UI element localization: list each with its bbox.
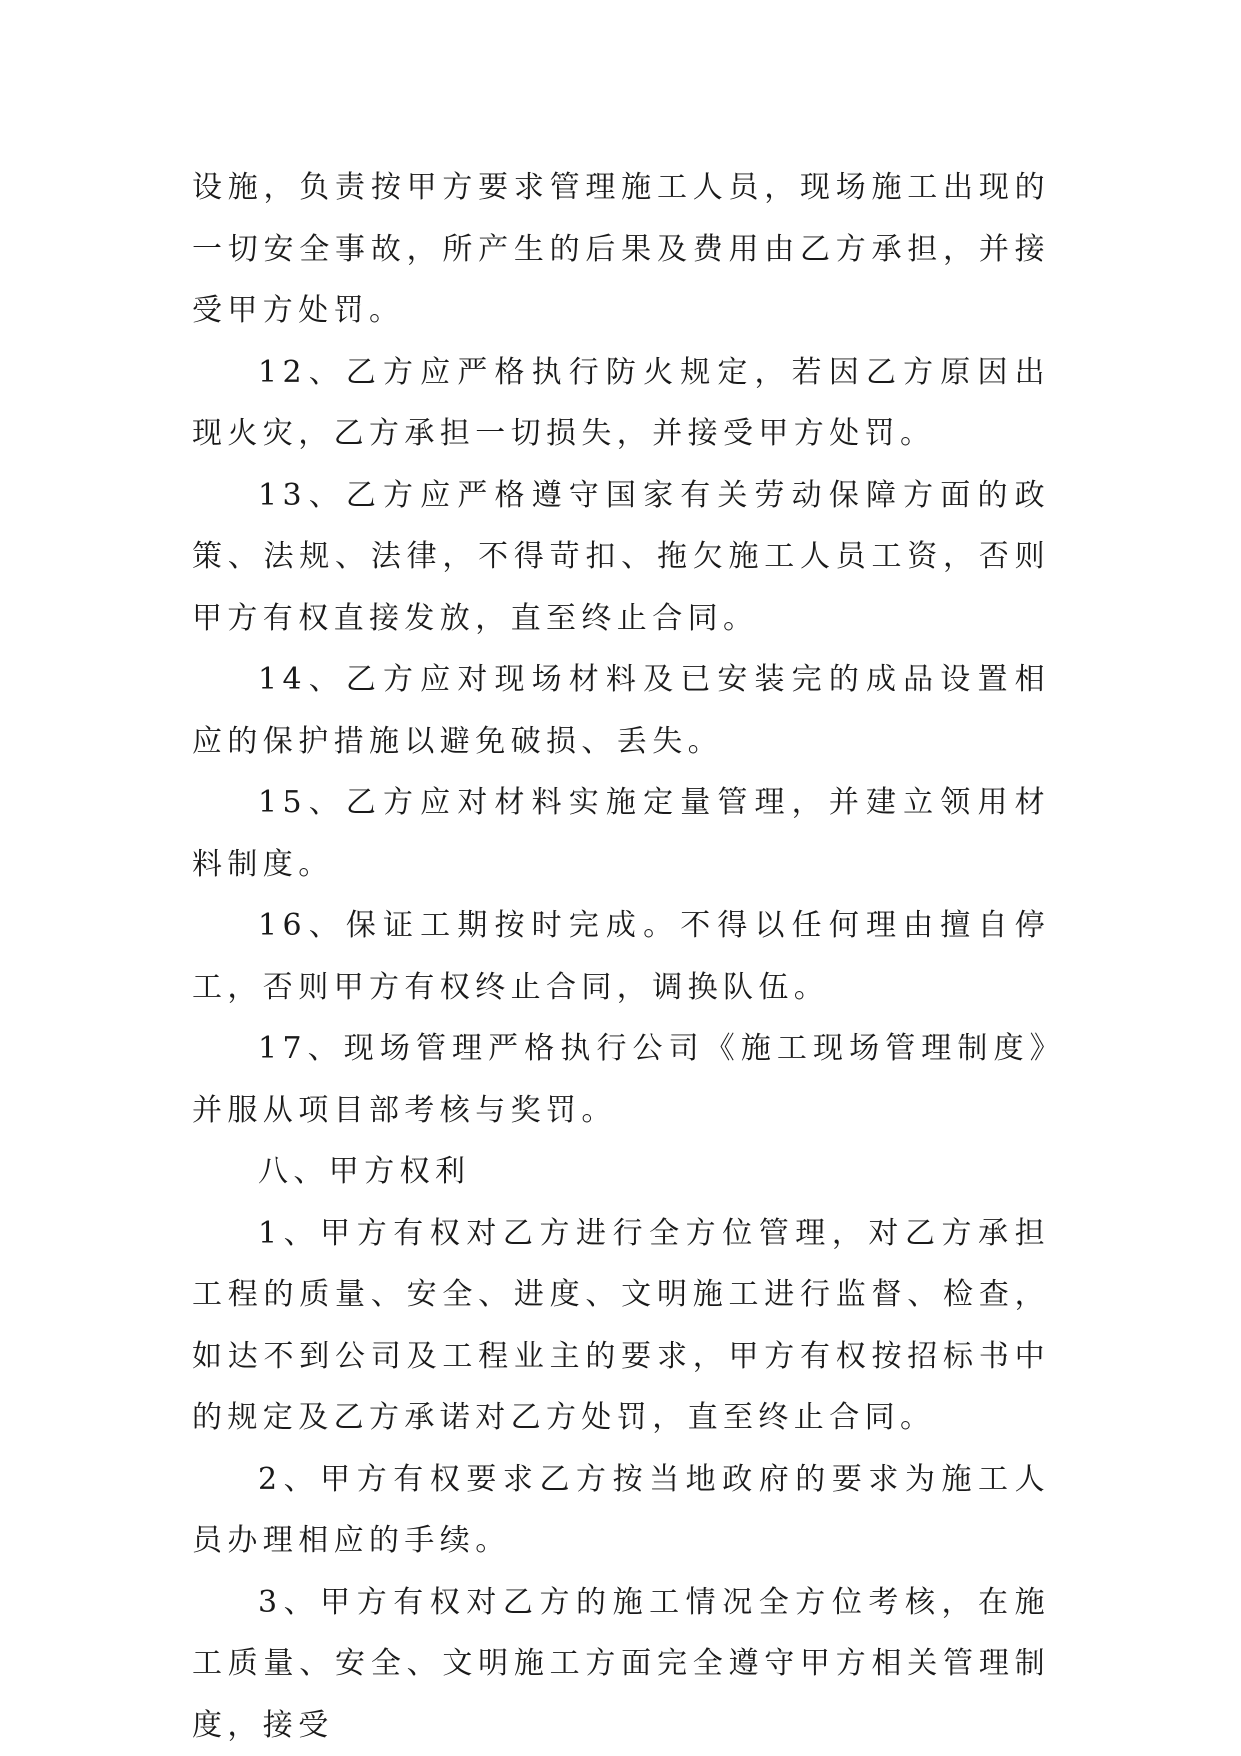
paragraph-clause-15: 15、乙方应对材料实施定量管理，并建立领用材料制度。: [192, 772, 1050, 895]
paragraph-clause-12: 12、乙方应严格执行防火规定，若因乙方原因出现火灾，乙方承担一切损失，并接受甲方处罚。: [192, 342, 1050, 465]
paragraph-rights-1: 1、甲方有权对乙方进行全方位管理，对乙方承担工程的质量、安全、进度、文明施工进行监督、检查，如达不到公司及工程业主的要求，甲方有权按招标书中的规定及乙方承诺对乙方处罚，直至终止合同。: [192, 1203, 1050, 1449]
paragraph-rights-2: 2、甲方有权要求乙方按当地政府的要求为施工人员办理相应的手续。: [192, 1449, 1050, 1572]
paragraph-rights-3: 3、甲方有权对乙方的施工情况全方位考核，在施工质量、安全、文明施工方面完全遵守甲方相关管理制度，接受: [192, 1572, 1050, 1756]
paragraph-continuation: 设施，负责按甲方要求管理施工人员，现场施工出现的一切安全事故，所产生的后果及费用由乙方承担，并接受甲方处罚。: [192, 157, 1050, 342]
paragraph-clause-14: 14、乙方应对现场材料及已安装完的成品设置相应的保护措施以避免破损、丢失。: [192, 649, 1050, 772]
document-body: [192, 157, 1050, 1756]
section-heading-party-a-rights: 八、甲方权利: [192, 1141, 1050, 1203]
paragraph-clause-16: 16、保证工期按时完成。不得以任何理由擅自停工，否则甲方有权终止合同，调换队伍。: [192, 895, 1050, 1018]
paragraph-clause-13: 13、乙方应严格遵守国家有关劳动保障方面的政策、法规、法律，不得苛扣、拖欠施工人员工资，否则甲方有权直接发放，直至终止合同。: [192, 465, 1050, 650]
paragraph-clause-17: 17、现场管理严格执行公司《施工现场管理制度》并服从项目部考核与奖罚。: [192, 1018, 1050, 1141]
